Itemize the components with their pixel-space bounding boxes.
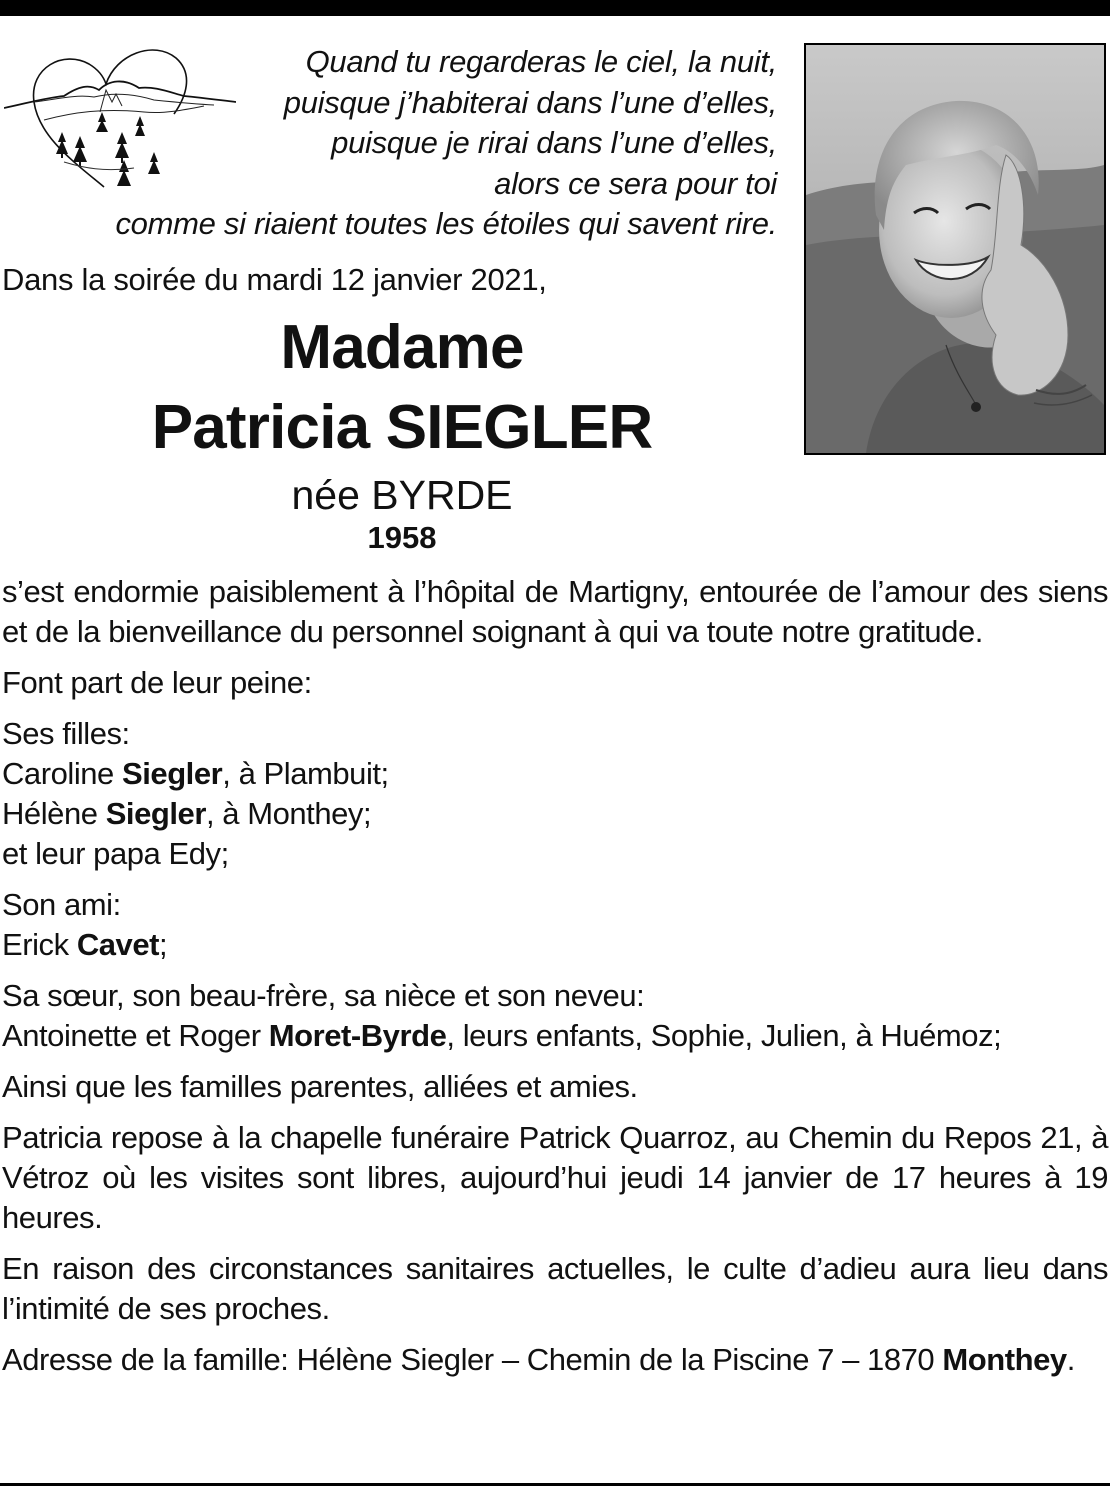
poem-line: alors ce sera pour toi bbox=[494, 165, 777, 201]
sister-heading: Sa sœur, son beau-frère, sa nièce et son neveu: bbox=[2, 978, 645, 1013]
top-rule bbox=[0, 0, 1110, 16]
poem bbox=[37, 42, 777, 245]
bottom-rule bbox=[0, 1483, 1110, 1486]
daughter-entry: Hélène Siegler, à Monthey; bbox=[2, 796, 372, 831]
friend-heading: Son ami: bbox=[2, 887, 121, 922]
daughters-extra: et leur papa Edy; bbox=[2, 836, 229, 871]
sister-section bbox=[2, 976, 1108, 1056]
sister-entry: Antoinette et Roger Moret-Byrde, leurs enfants, Sophie, Julien, à Huémoz; bbox=[2, 1018, 1002, 1053]
families-text: Ainsi que les familles parentes, alliées et amies. bbox=[2, 1069, 638, 1104]
poem-line: comme si riaient toutes les étoiles qui savent rire. bbox=[115, 206, 777, 241]
daughter-entry: Caroline Siegler, à Plambuit; bbox=[2, 756, 389, 791]
daughters-section bbox=[2, 714, 1108, 874]
ceremony-text: En raison des circonstances sanitaires actuelles, le culte d’adieu aura lieu dans l’intimité de ses proches. bbox=[2, 1251, 1108, 1326]
daughters-heading: Ses filles: bbox=[2, 716, 130, 751]
friend-entry: Erick Cavet; bbox=[2, 927, 168, 962]
intro-text: Dans la soirée du mardi 12 janvier 2021, bbox=[2, 262, 547, 297]
deceased-name: Patricia SIEGLER bbox=[151, 393, 653, 462]
maiden-name: née BYRDE bbox=[291, 472, 513, 518]
birth-year: 1958 bbox=[367, 520, 437, 555]
portrait-photo bbox=[804, 43, 1106, 455]
family-address: Adresse de la famille: Hélène Siegler – Chemin de la Piscine 7 – 1870 Monthey. bbox=[2, 1342, 1075, 1377]
announcement-text: s’est endormie paisiblement à l’hôpital de Martigny, entourée de l’amour des siens et de la bienveillance du personnel soignant à qui va toute notre gratitude. bbox=[2, 574, 1108, 649]
mourners-intro: Font part de leur peine: bbox=[2, 665, 312, 700]
friend-section bbox=[2, 885, 1108, 965]
poem-line: Quand tu regarderas le ciel, la nuit, bbox=[305, 44, 777, 79]
rest-place-text: Patricia repose à la chapelle funéraire Patrick Quarroz, au Chemin du Repos 21, à Vétroz où les visites sont libres, aujourd’hui jeudi 14 janvier de 17 heures à 19 heures. bbox=[2, 1120, 1108, 1235]
honorific: Madame bbox=[280, 313, 524, 382]
obituary-body bbox=[2, 572, 1108, 1391]
poem-line: puisque je rirai dans l’une d’elles, bbox=[331, 125, 777, 160]
poem-line: puisque j’habiterai dans l’une d’elles, bbox=[283, 84, 777, 120]
